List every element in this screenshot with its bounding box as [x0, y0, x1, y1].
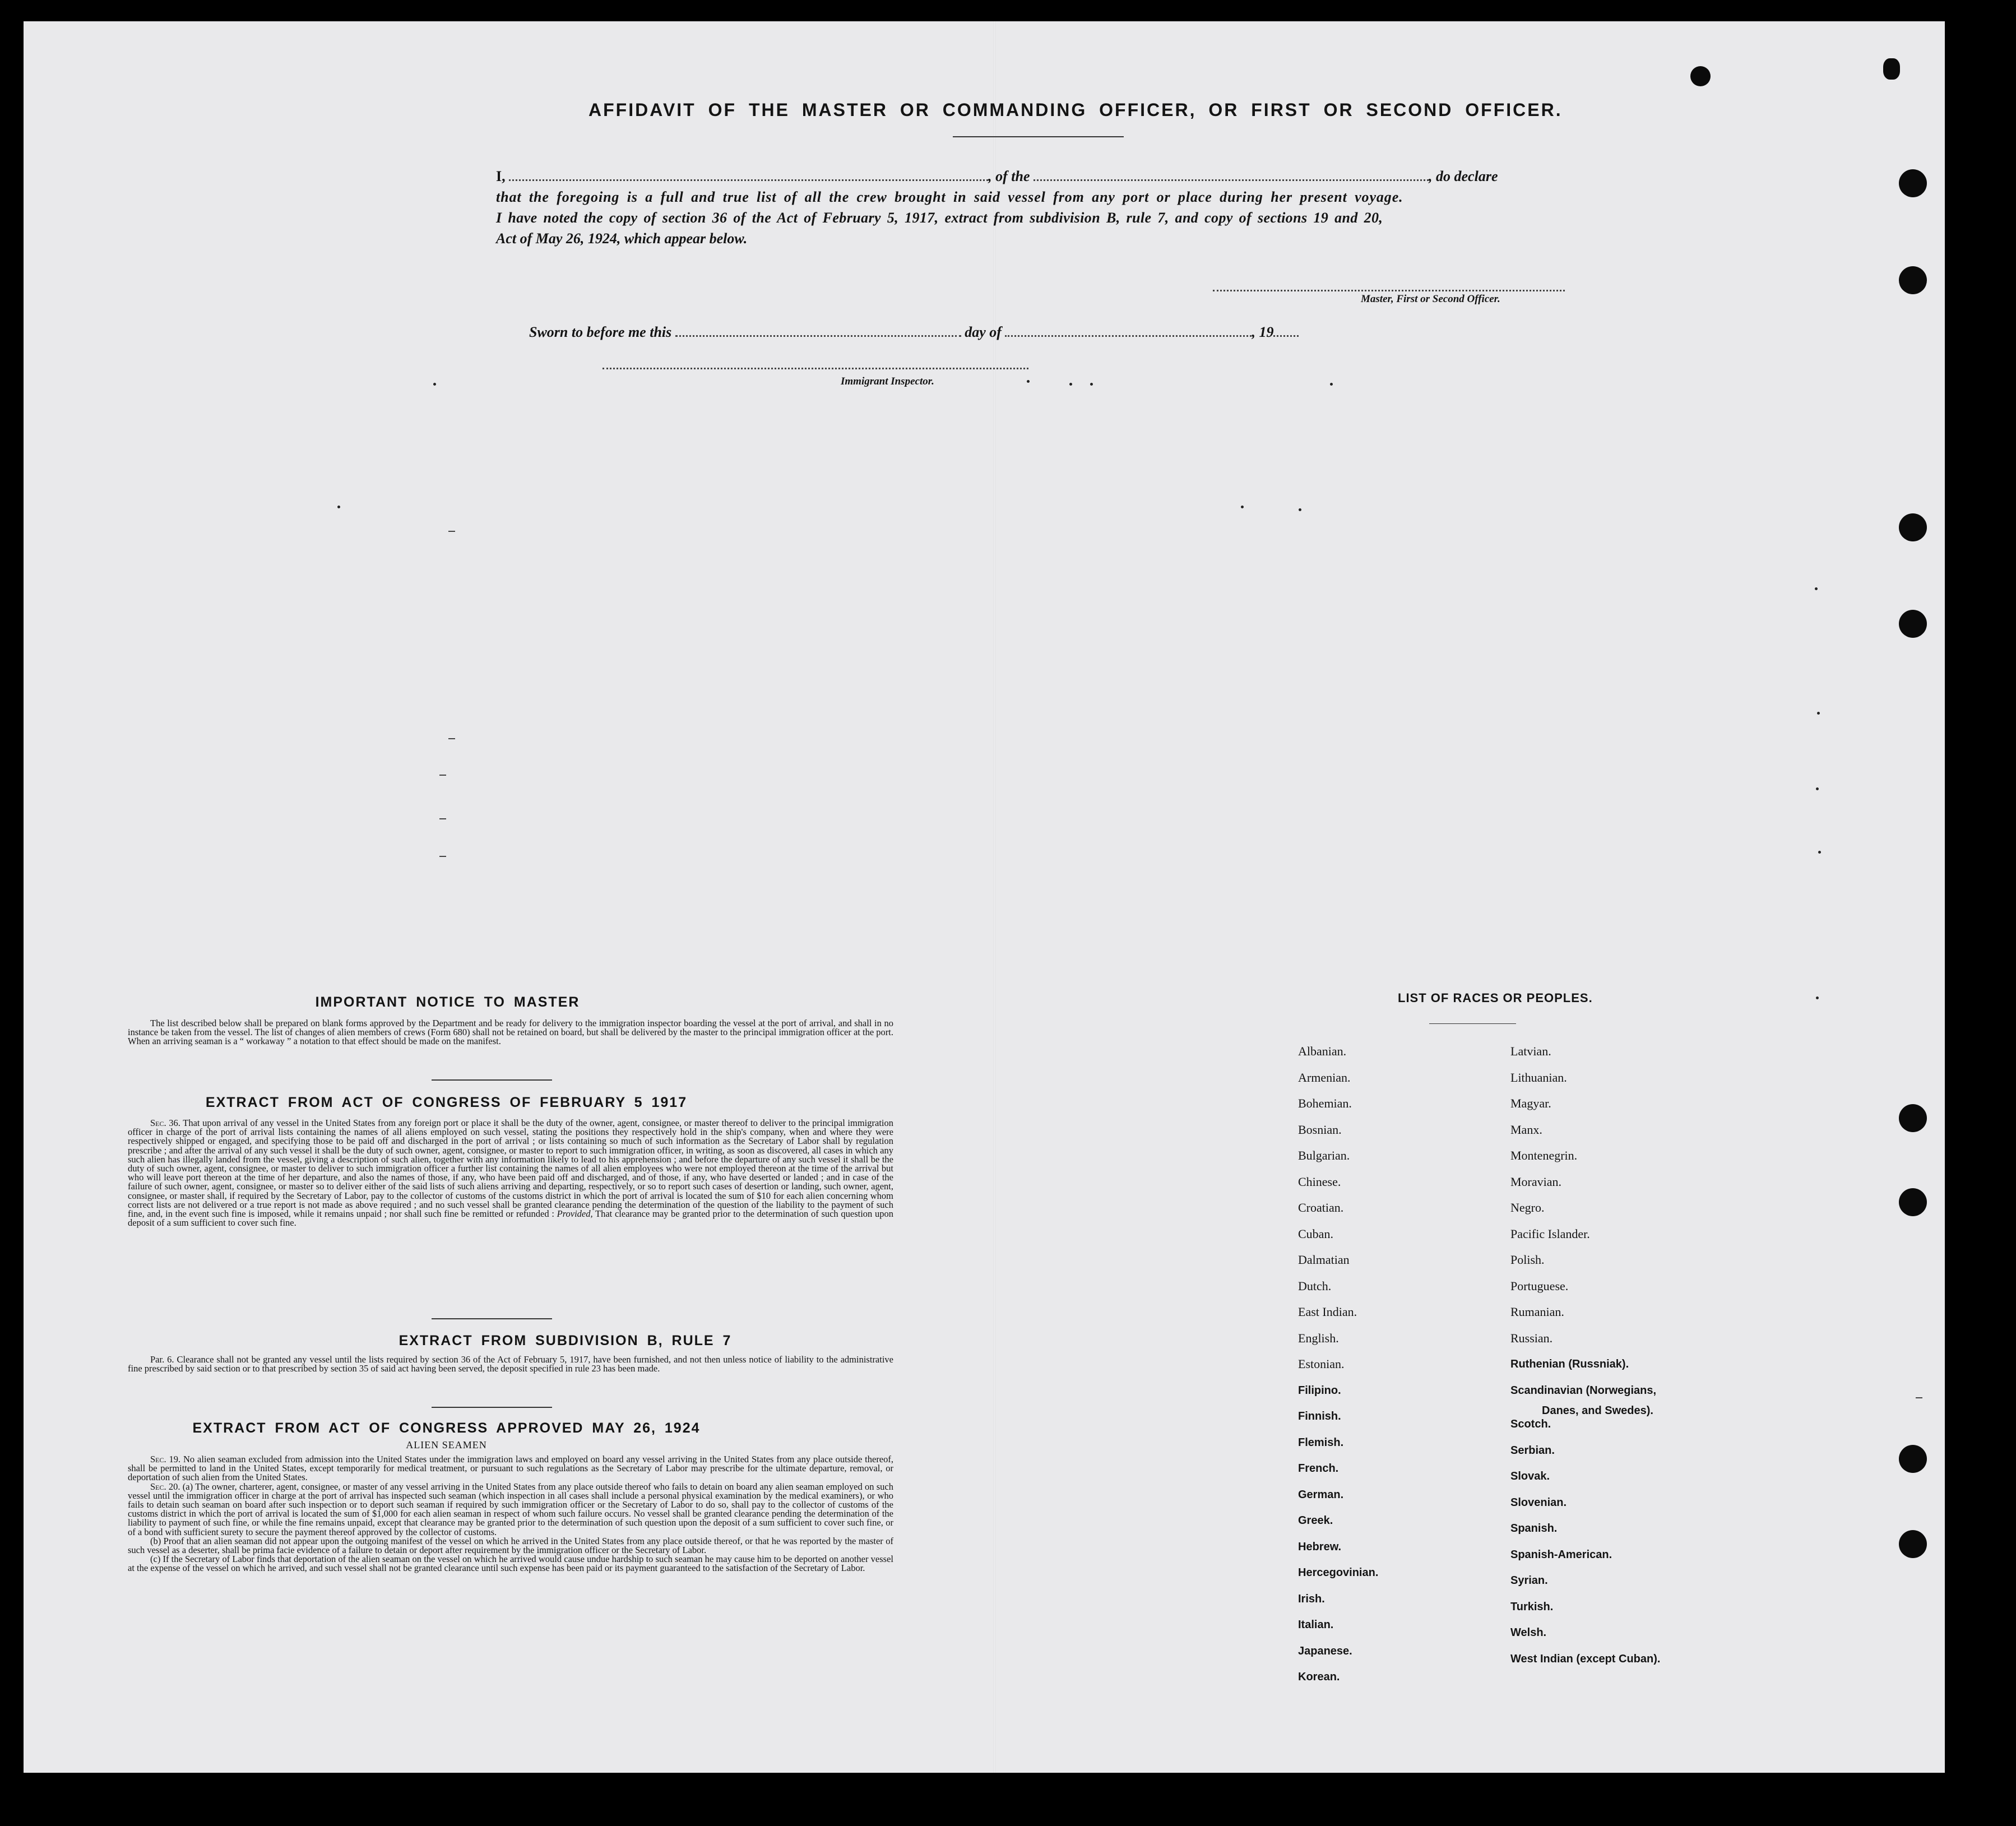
- sec-20a-body: (a) The owner, charterer, agent, consignee, or master of any vessel arriving in the United States from any place outside thereof who fails to detain on board any alien seaman employed on such vessel until the immigration officer in charge at the port of arrival has inspected such seaman (which inspection in all cases shall include a personal physical examination by the medical examiners), or who fails to detain such seaman on board after such inspection or to deport such seaman if required by such immigration officer or the Secretary of Labor to do so, shall pay to the collector of customs of the customs district in which the port of arrival is located the sum of $1,000 for each alien seaman in respect of whom such failure occurs. No vessel shall be granted clearance pending the determination of the liability to payment of such fine, or while the fine remains unpaid, except that clearance may be granted prior to the determination of such question upon the deposit of a sum sufficient to cover such fine, or of a bond with sufficient surety to secure the payment thereof approved by the collector of customs.: [128, 1481, 893, 1537]
- race-item: Albanian.: [1298, 1044, 1347, 1058]
- race-item: Italian.: [1298, 1619, 1334, 1631]
- race-item: Estonian.: [1298, 1357, 1345, 1371]
- scan-speck: [433, 383, 436, 386]
- inspector-signature-blank[interactable]: [603, 368, 1028, 369]
- race-item: Magyar.: [1510, 1096, 1551, 1110]
- race-item: Polish.: [1510, 1253, 1545, 1267]
- proviso-body: That clearance may be granted prior to the determination of such question upon deposit of a sum sufficient to cover such fine.: [128, 1208, 893, 1229]
- scan-mark: [448, 738, 455, 739]
- race-item: Finnish.: [1298, 1410, 1341, 1422]
- extract-1924-title: EXTRACT FROM ACT OF CONGRESS APPROVED MAY 26, 1924: [192, 1420, 701, 1436]
- declaration-line-1: [496, 168, 1568, 185]
- race-item: Ruthenian (Russniak).: [1510, 1358, 1629, 1370]
- race-item: Syrian.: [1510, 1574, 1548, 1587]
- scan-speck: [1817, 712, 1820, 715]
- extract-1917-title: EXTRACT FROM ACT OF CONGRESS OF FEBRUARY 5 1917: [205, 1095, 688, 1110]
- race-item: Montenegrin.: [1510, 1148, 1578, 1162]
- affidavit-title: AFFIDAVIT OF THE MASTER OR COMMANDING OFFICER, OR FIRST OR SECOND OFFICER.: [588, 100, 1563, 120]
- sec-20b-paragraph: (b) Proof that an alien seaman did not appear upon the outgoing manifest of the vessel on which he arrived in the United States from any place outside thereof, or that he was reported by the master of such vessel as a deserter, shall be prima facie evidence of a failure to detain or deport after requirement by the immigration officer or the Secretary of Labor.: [128, 1535, 893, 1556]
- race-item: Irish.: [1298, 1592, 1325, 1605]
- race-item: Chinese.: [1298, 1174, 1341, 1189]
- declaration-do-declare: , do declare: [1429, 168, 1498, 184]
- scan-speck: [1816, 787, 1819, 790]
- race-item: West Indian (except Cuban).: [1510, 1652, 1661, 1665]
- race-item: Russian.: [1510, 1331, 1553, 1345]
- sworn-year-blank[interactable]: [1273, 335, 1299, 337]
- race-item: Portuguese.: [1510, 1278, 1569, 1293]
- rule7-paragraph: Par. 6. Clearance shall not be granted any vessel until the lists required by section 36 of the Act of February 5, 1917, have been furnished, and not then unless notice of liability to the administrative fine prescribed by said section or to that prescribed by section 35 of said act having been served, the deposit specified in rule 23 has been made.: [128, 1354, 893, 1374]
- sec-36-label: Sec. 36.: [150, 1118, 180, 1128]
- race-item: Danes, and Swedes).: [1542, 1404, 1653, 1417]
- race-item: Greek.: [1298, 1514, 1333, 1527]
- scan-mark: [448, 531, 455, 532]
- race-item: German.: [1298, 1488, 1344, 1501]
- race-item: Latvian.: [1510, 1044, 1551, 1058]
- punch-hole: [1899, 169, 1927, 197]
- race-item: Dalmatian: [1298, 1253, 1350, 1267]
- race-item: Spanish.: [1510, 1522, 1558, 1535]
- race-item: Flemish.: [1298, 1436, 1344, 1449]
- sworn-text: Sworn to before me this: [529, 324, 672, 340]
- scan-speck: [1299, 508, 1301, 511]
- declaration-i: I,: [496, 168, 506, 184]
- sworn-line: [529, 324, 1299, 341]
- sworn-year-prefix: , 19: [1252, 324, 1274, 340]
- race-item: Welsh.: [1510, 1626, 1547, 1639]
- sec-19-paragraph: [128, 1455, 893, 1482]
- alien-seamen-subtitle: ALIEN SEAMEN: [406, 1439, 487, 1450]
- race-item: Hebrew.: [1298, 1540, 1342, 1553]
- name-blank[interactable]: [509, 179, 988, 181]
- sworn-day-blank[interactable]: [675, 335, 961, 337]
- race-item: Hercegovinian.: [1298, 1567, 1379, 1579]
- scan-speck: [1818, 851, 1821, 854]
- master-signature-blank[interactable]: [1213, 290, 1565, 291]
- sec-19-body: No alien seaman excluded from admission into the United States under the immigration laws and employed on board any vessel arriving in the United States from any place outside thereof, shall be permitted to land in the United States, except temporarily for medical treatment, or pursuant to such regulations as the Secretary of Labor may prescribe for the ultimate departure, removal, or deportation of such alien from the United States.: [128, 1454, 894, 1483]
- inspector-label: Immigrant Inspector.: [841, 376, 934, 387]
- race-item: Korean.: [1298, 1671, 1340, 1683]
- race-item: Manx.: [1510, 1122, 1542, 1137]
- race-item: English.: [1298, 1331, 1339, 1345]
- punch-hole: [1899, 1445, 1927, 1473]
- extract-rule7-title: EXTRACT FROM SUBDIVISION B, RULE 7: [398, 1333, 732, 1348]
- race-item: Bosnian.: [1298, 1122, 1342, 1137]
- sec-20-label: Sec. 20.: [150, 1481, 180, 1492]
- notice-text: [128, 1019, 893, 1046]
- extract-rule7-text: [128, 1355, 893, 1373]
- declaration-of-the: , of the: [988, 168, 1030, 184]
- proviso-label: Provided,: [557, 1208, 593, 1220]
- race-item: Armenian.: [1298, 1070, 1351, 1085]
- title-underline: [953, 136, 1124, 137]
- scan-speck: [1815, 587, 1818, 590]
- page-fold: [993, 21, 995, 1773]
- sec-20c-paragraph: (c) If the Secretary of Labor finds that deportation of the alien seaman on the vessel on which he arrived would cause undue hardship to such seaman he may cause him to be deported on another vessel at the expense of the vessel on which he arrived, and such vessel shall not be granted clearance until such expense has been paid or its payment guaranteed to the satisfaction of the Secretary of Labor.: [128, 1554, 893, 1574]
- race-item: Filipino.: [1298, 1384, 1341, 1397]
- scan-mark: [439, 775, 446, 776]
- vessel-name-blank[interactable]: [1034, 179, 1429, 181]
- extract-1924-text: [128, 1455, 893, 1573]
- punch-hole: [1899, 1104, 1927, 1132]
- race-item: Serbian.: [1510, 1444, 1555, 1457]
- race-item: Bulgarian.: [1298, 1148, 1350, 1162]
- notice-title: IMPORTANT NOTICE TO MASTER: [315, 994, 580, 1010]
- race-item: Scotch.: [1510, 1418, 1551, 1430]
- race-item: Rumanian.: [1510, 1305, 1564, 1319]
- race-item: East Indian.: [1298, 1305, 1357, 1319]
- sec-20a-paragraph: [128, 1482, 893, 1537]
- race-item: Spanish-American.: [1510, 1548, 1612, 1561]
- races-title-underline: [1429, 1023, 1516, 1024]
- race-item: Pacific Islander.: [1510, 1226, 1590, 1241]
- races-title: LIST OF RACES OR PEOPLES.: [1398, 991, 1593, 1005]
- scan-speck: [1816, 997, 1819, 999]
- scan-speck: [337, 506, 340, 508]
- race-item: Bohemian.: [1298, 1096, 1352, 1110]
- scan-speck: [1069, 383, 1072, 386]
- section-divider: [432, 1407, 552, 1408]
- race-item: Japanese.: [1298, 1644, 1352, 1657]
- race-item: Slovenian.: [1510, 1496, 1567, 1509]
- section-divider: [432, 1079, 552, 1081]
- punch-hole: [1899, 266, 1927, 294]
- race-item: French.: [1298, 1462, 1339, 1475]
- scan-mark: [439, 818, 446, 819]
- scan-speck: [1330, 383, 1333, 386]
- master-signature-label: Master, First or Second Officer.: [1361, 293, 1500, 305]
- declaration-line-2: that the foregoing is a full and true list of all the crew brought in said vessel from any port or place during her present voyage.: [496, 189, 1403, 205]
- punch-hole: [1899, 513, 1927, 541]
- race-item: Negro.: [1510, 1201, 1545, 1215]
- race-item: Scandinavian (Norwegians,: [1510, 1384, 1657, 1397]
- extract-1917-text: [128, 1119, 893, 1227]
- declaration-line-4: Act of May 26, 1924, which appear below.: [496, 230, 748, 247]
- punch-hole: [1899, 1530, 1927, 1558]
- race-item: Turkish.: [1510, 1600, 1554, 1613]
- scan-speck: [1090, 383, 1093, 386]
- section-divider: [432, 1318, 552, 1319]
- ink-blot: [1883, 58, 1900, 80]
- race-item: Dutch.: [1298, 1278, 1332, 1293]
- scan-speck: [1241, 506, 1244, 508]
- punch-hole: [1899, 610, 1927, 638]
- race-item: Slovak.: [1510, 1470, 1550, 1482]
- sec-19-label: Sec. 19.: [150, 1454, 181, 1464]
- scan-speck: [1027, 380, 1030, 383]
- race-item: Croatian.: [1298, 1201, 1344, 1215]
- scan-mark: [439, 856, 446, 857]
- ink-blot: [1690, 66, 1711, 86]
- sworn-month-blank[interactable]: [1005, 335, 1252, 337]
- sec-36-body: That upon arrival of any vessel in the United States from any foreign port or place it shall be the duty of the owner, agent, consignee, or master thereof to deliver to the principal immigration officer in charge of the port of arrival lists containing the names of all aliens employed on such vessel, stating the positions they respectively hold in the ship's company, when and where they were respectively shipped or engaged, and specifying those to be paid off and discharged in the port of arrival ; or lists containing so much of such information as the Secretary of Labor shall by regulation prescribe ; and after the arrival of any such vessel it shall be the duty of such owner, agent, consignee, or master to report to such immigration officer, in writing, as soon as discovered, all cases in which any such alien has illegally landed from the vessel, giving a description of such alien, together with any information likely to lead to his apprehension ; and before the departure of any such vessel it shall be the duty of such owner, agent, consignee, or master to deliver to such immigration officer a further list containing the names of all alien employees who were not employed thereon at the time of the arrival but who will leave port thereon at the time of her departure, and also the names of those, if any, who have been paid off and discharged, and of those, if any, who have deserted or landed ; and in case of the failure of such owner, agent, consignee, or master so to deliver either of the said lists of such aliens arriving and departing, respectively, or so to report such cases of desertion or landing, such owner, agent, consignee, or master shall, if required by the Secretary of Labor, pay to the collector of customs of the customs district in which the port of arrival is located the sum of $10 for each alien concerning whom correct lists are not delivered or a true report is not made as above required ; and no such vessel shall be granted clearance pending the determination of the question of the liability to the payment of such fine, and, in the event such fine is imposed, while it remains unpaid ; nor shall such fine be remitted or refunded :: [128, 1118, 893, 1220]
- sworn-day-of: day of: [965, 324, 1002, 340]
- race-item: Cuban.: [1298, 1226, 1333, 1241]
- punch-hole: [1899, 1188, 1927, 1216]
- race-item: Lithuanian.: [1510, 1070, 1567, 1085]
- scan-mark: [1916, 1397, 1922, 1398]
- scan-border-right: [1945, 0, 2016, 1826]
- declaration-line-3: I have noted the copy of section 36 of the Act of February 5, 1917, extract from subdivision B, rule 7, and copy of sections 19 and 20,: [496, 210, 1383, 226]
- extract-1917-paragraph: [128, 1119, 893, 1227]
- notice-paragraph: The list described below shall be prepared on blank forms approved by the Department and be ready for delivery to the immigration inspector boarding the vessel at the port of arrival, and shall in no instance be taken from the vessel. The list of changes of alien members of crews (Form 680) shall not be retained on board, but shall be delivered by the master to the principal immigration officer at the port. When an arriving seaman is a “ workaway ” a notation to that effect should be made on the manifest.: [128, 1018, 893, 1047]
- race-item: Moravian.: [1510, 1174, 1562, 1189]
